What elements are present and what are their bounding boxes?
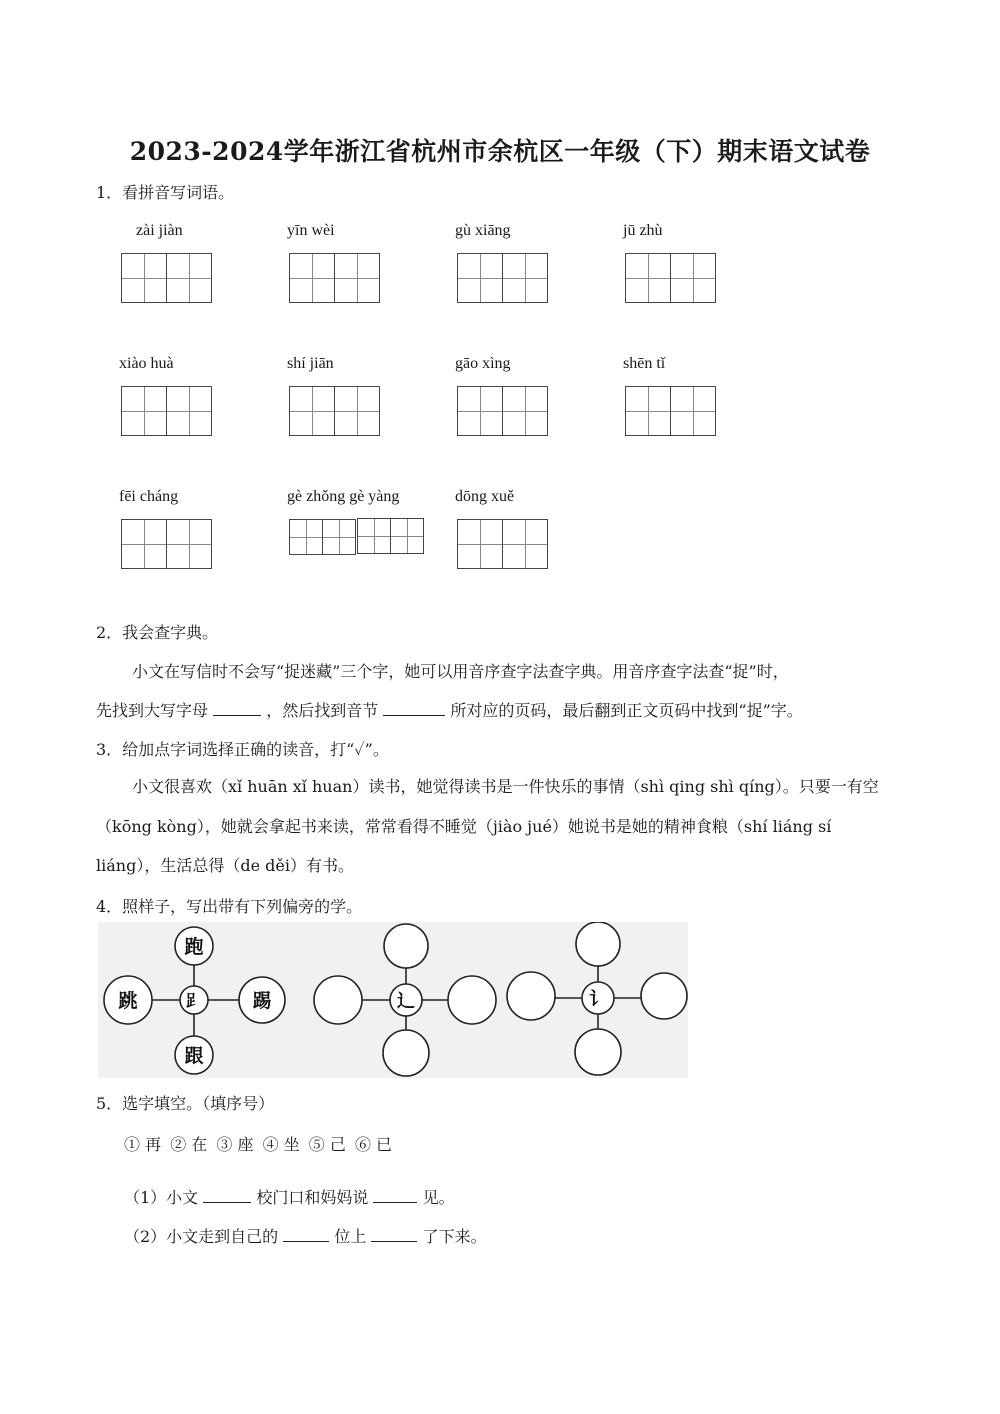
q5-s2-text-b: 位上 — [334, 1227, 367, 1246]
q5-s2-blank-2[interactable] — [371, 1225, 417, 1242]
q1-pinyin-4: jū zhù — [623, 222, 663, 239]
q2-line-1: 小文在写信时不会写“捉迷藏”三个字，她可以用音序查字法查字典。用音序查字法查“捉”时， — [132, 662, 789, 681]
q1-pinyin-9: fēi cháng — [119, 488, 179, 505]
q1-writing-box-2[interactable] — [289, 253, 380, 303]
group2-center-radical: ⻌ — [397, 991, 415, 1012]
q3-line-1: 小文很喜欢（xǐ huān xǐ huan）读书，她觉得读书是一件快乐的事情（shì qing shì qíng）。只要一有空 — [132, 777, 879, 796]
q1-pinyin-6: shí jiān — [287, 355, 334, 372]
q1-writing-box-1[interactable] — [121, 253, 212, 303]
q3-line-3: liáng），生活总得（de děi）有书。 — [96, 856, 354, 875]
q5-s1-blank-2[interactable] — [373, 1186, 417, 1203]
q5-s1-text-b: 校门口和妈妈说 — [256, 1188, 369, 1207]
q3-line-2: （kōng kòng），她就会拿起书来读，常常看得不睡觉（jiào jué）她说书是她的精神食粮（shí liáng sí — [96, 817, 832, 836]
group2-left-circle[interactable] — [314, 976, 362, 1024]
q5-sentence-2 — [124, 1224, 487, 1247]
group3-right-circle[interactable] — [641, 973, 687, 1019]
q5-sentence-1 — [124, 1185, 455, 1208]
q2-text-a: 先找到大写字母 — [96, 701, 209, 720]
q5-option-1: ① 再 — [124, 1135, 162, 1154]
q5-option-3: ③ 座 — [216, 1135, 254, 1154]
q3-heading: 3．给加点字词选择正确的读音，打“✓”。 — [96, 740, 389, 759]
radical-diagram — [98, 922, 688, 1078]
q1-writing-box-9[interactable] — [121, 519, 212, 569]
group3-center-radical: 讠 — [589, 989, 607, 1010]
example-left-char: 跳 — [118, 990, 138, 1012]
q1-writing-box-10a[interactable] — [289, 519, 356, 555]
q2-line-2 — [96, 698, 803, 721]
q5-option-6: ⑥ 已 — [354, 1135, 393, 1154]
q5-s2-text-a: （2）小文走到自己的 — [124, 1227, 279, 1246]
exam-title: 2023-2024学年浙江省杭州市余杭区一年级（下）期末语文试卷 — [129, 137, 871, 166]
radical-diagram-svg — [98, 922, 688, 1078]
q1-pinyin-3: gù xiāng — [455, 222, 511, 239]
q1-writing-box-3[interactable] — [457, 253, 548, 303]
q2-heading: 2．我会查字典。 — [96, 623, 219, 642]
q1-heading: 1．看拼音写词语。 — [96, 183, 235, 202]
q5-option-2: ② 在 — [170, 1135, 208, 1154]
group3-left-circle[interactable] — [507, 972, 555, 1020]
group2-right-circle[interactable] — [448, 976, 496, 1024]
q1-writing-box-8[interactable] — [625, 386, 716, 436]
group3-bottom-circle[interactable] — [575, 1029, 621, 1075]
q1-writing-box-11[interactable] — [457, 519, 548, 569]
q1-pinyin-8: shēn tǐ — [623, 355, 666, 372]
q2-text-b: ，然后找到音节 — [266, 701, 379, 720]
q1-writing-box-10b[interactable] — [357, 518, 424, 554]
q5-s1-blank-1[interactable] — [203, 1186, 251, 1203]
example-bottom-char: 跟 — [184, 1045, 204, 1067]
q5-option-4: ④ 坐 — [262, 1135, 300, 1154]
q5-s1-text-c: 见。 — [422, 1188, 455, 1207]
example-right-char: 踢 — [252, 990, 272, 1012]
group2-top-circle[interactable] — [384, 924, 428, 968]
q1-pinyin-7: gāo xìng — [455, 355, 511, 372]
q1-writing-box-5[interactable] — [121, 386, 212, 436]
q1-pinyin-1: zài jiàn — [136, 222, 183, 239]
q5-options — [124, 1132, 396, 1155]
q5-s1-text-a: （1）小文 — [124, 1188, 199, 1207]
q1-writing-box-4[interactable] — [625, 253, 716, 303]
example-top-char: 跑 — [184, 936, 204, 958]
q5-s2-blank-1[interactable] — [283, 1225, 329, 1242]
q1-writing-box-6[interactable] — [289, 386, 380, 436]
q1-pinyin-11: dōng xuě — [455, 488, 515, 505]
q1-writing-box-7[interactable] — [457, 386, 548, 436]
group3-top-circle[interactable] — [576, 922, 620, 966]
q1-pinyin-10: gè zhǒng gè yàng — [287, 488, 400, 505]
q2-text-c: 所对应的页码，最后翻到正文页码中找到“捉”字。 — [450, 701, 803, 720]
q5-heading: 5．选字填空。（填序号） — [96, 1094, 275, 1113]
q1-pinyin-5: xiào huà — [119, 355, 174, 372]
q5-option-5: ⑤ 己 — [308, 1135, 346, 1154]
q2-blank-letter[interactable] — [213, 699, 261, 716]
q4-heading: 4．照样子，写出带有下列偏旁的学。 — [96, 897, 363, 916]
q2-blank-syllable[interactable] — [383, 699, 445, 716]
q1-pinyin-2: yīn wèi — [287, 222, 335, 239]
group2-bottom-circle[interactable] — [383, 1030, 429, 1076]
q5-s2-text-c: 了下来。 — [422, 1227, 487, 1246]
example-center-radical: 𧾷 — [185, 991, 203, 1010]
